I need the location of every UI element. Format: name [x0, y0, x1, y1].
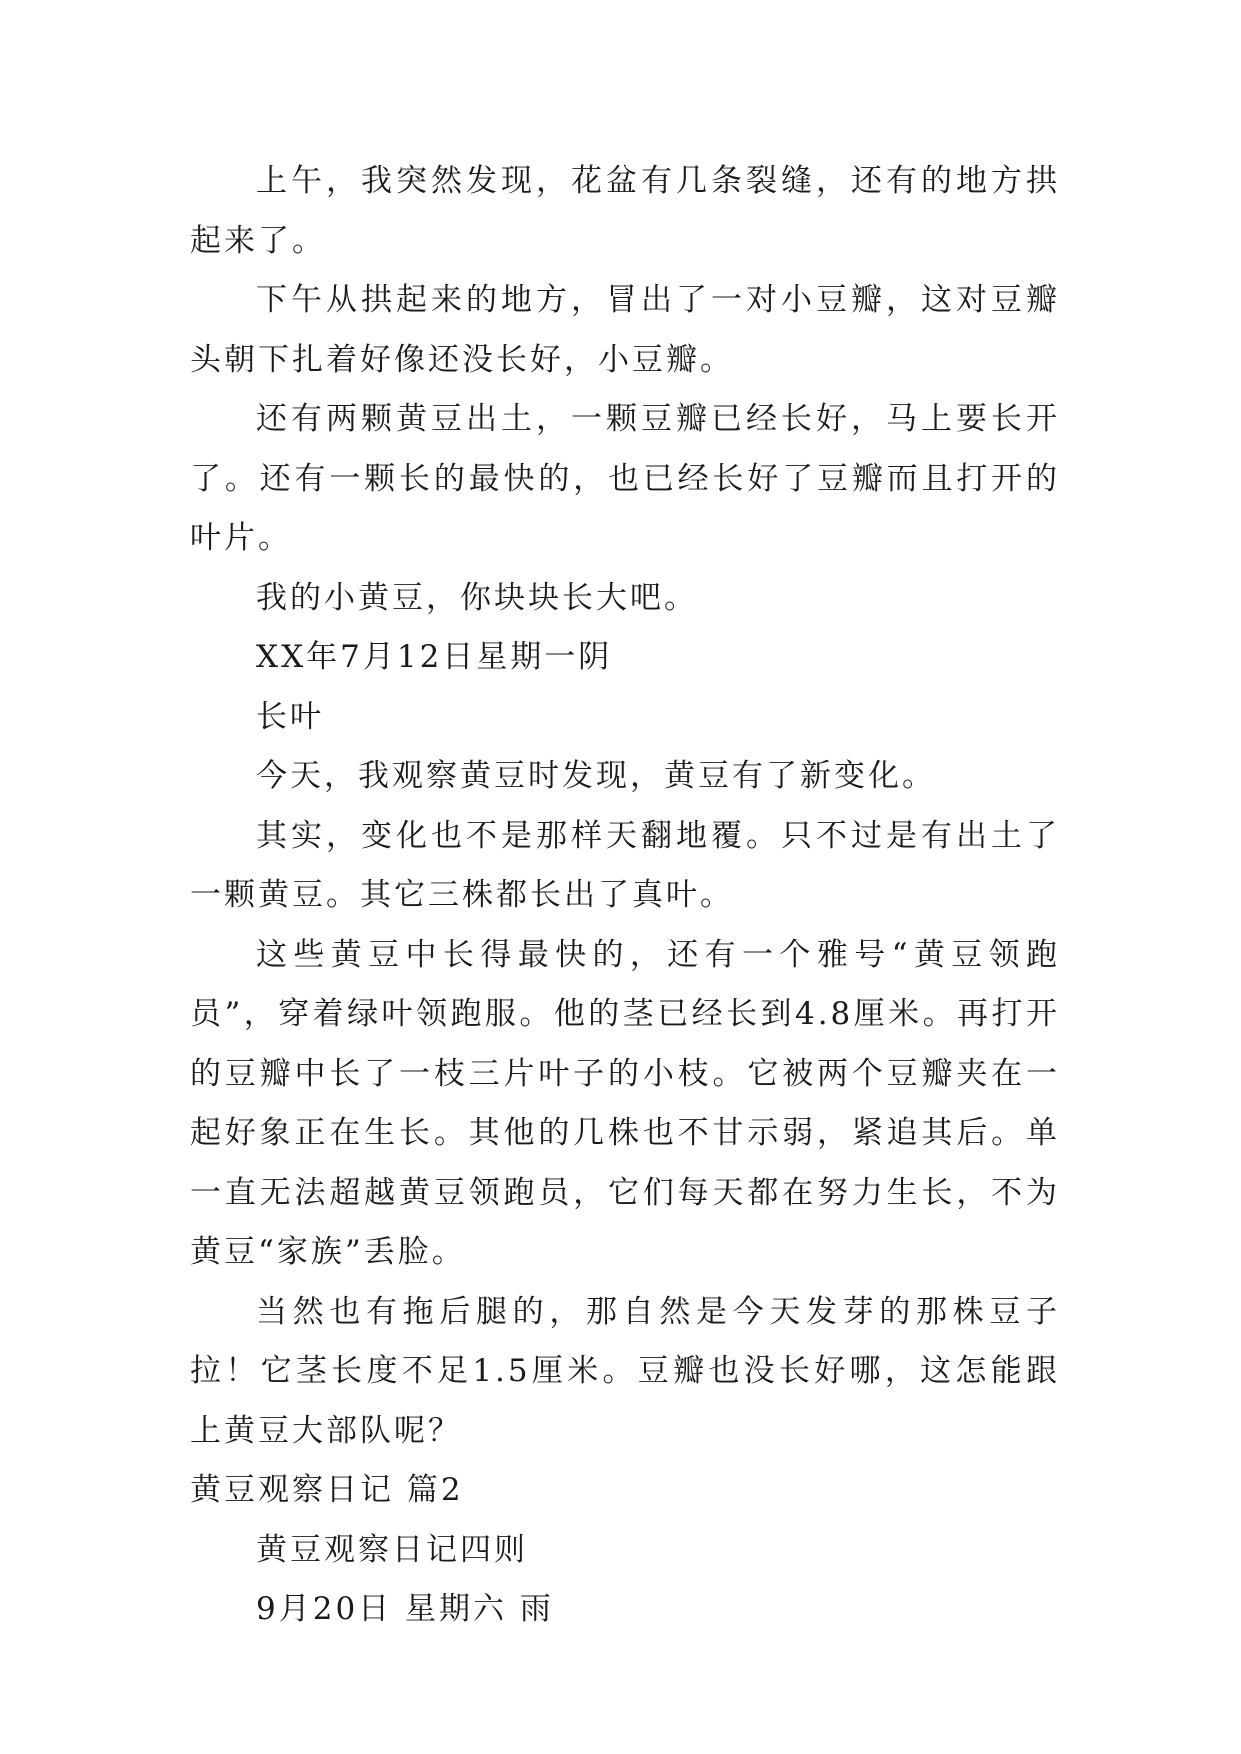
paragraph-1: 上午，我突然发现，花盆有几条裂缝，还有的地方拱起来了。: [190, 163, 1060, 259]
subtitle: 黄豆观察日记四则: [256, 1531, 528, 1568]
document-body: [190, 152, 1060, 1640]
date-line-2: 9月20日 星期六 雨: [256, 1591, 554, 1627]
paragraph-5: 今天，我观察黄豆时发现，黄豆有了新变化。: [256, 758, 936, 794]
section-heading: 黄豆观察日记 篇2: [190, 1472, 464, 1508]
paragraph-6: 其实，变化也不是那样天翻地覆。只不过是有出土了一颗黄豆。其它三株都长出了真叶。: [190, 817, 1060, 913]
entry-title: 长叶: [256, 698, 324, 735]
paragraph-4: 我的小黄豆，你块块长大吧。: [256, 579, 698, 616]
paragraph-2: 下午从拱起来的地方，冒出了一对小豆瓣，这对豆瓣头朝下扎着好像还没长好，小豆瓣。: [190, 282, 1060, 378]
paragraph-3: 还有两颗黄豆出土，一颗豆瓣已经长好，马上要长开了。还有一颗长的最快的，也已经长好了豆瓣而且打开的叶片。: [190, 401, 1060, 556]
paragraph-8: 当然也有拖后腿的，那自然是今天发芽的那株豆子拉！它茎长度不足1.5厘米。豆瓣也没长好哪，这怎能跟上黄豆大部队呢？: [190, 1293, 1060, 1449]
date-line: XX年7月12日星期一阴: [256, 639, 613, 675]
paragraph-7: 这些黄豆中长得最快的，还有一个雅号“黄豆领跑员”，穿着绿叶领跑服。他的茎已经长到4.8厘米。再打开的豆瓣中长了一枝三片叶子的小枝。它被两个豆瓣夹在一起好象正在生长。其他的几株也不甘示弱，紧追其后。单一直无法超越黄豆领跑员，它们每天都在努力生长，不为黄豆“家族”丢脸。: [190, 936, 1060, 1270]
